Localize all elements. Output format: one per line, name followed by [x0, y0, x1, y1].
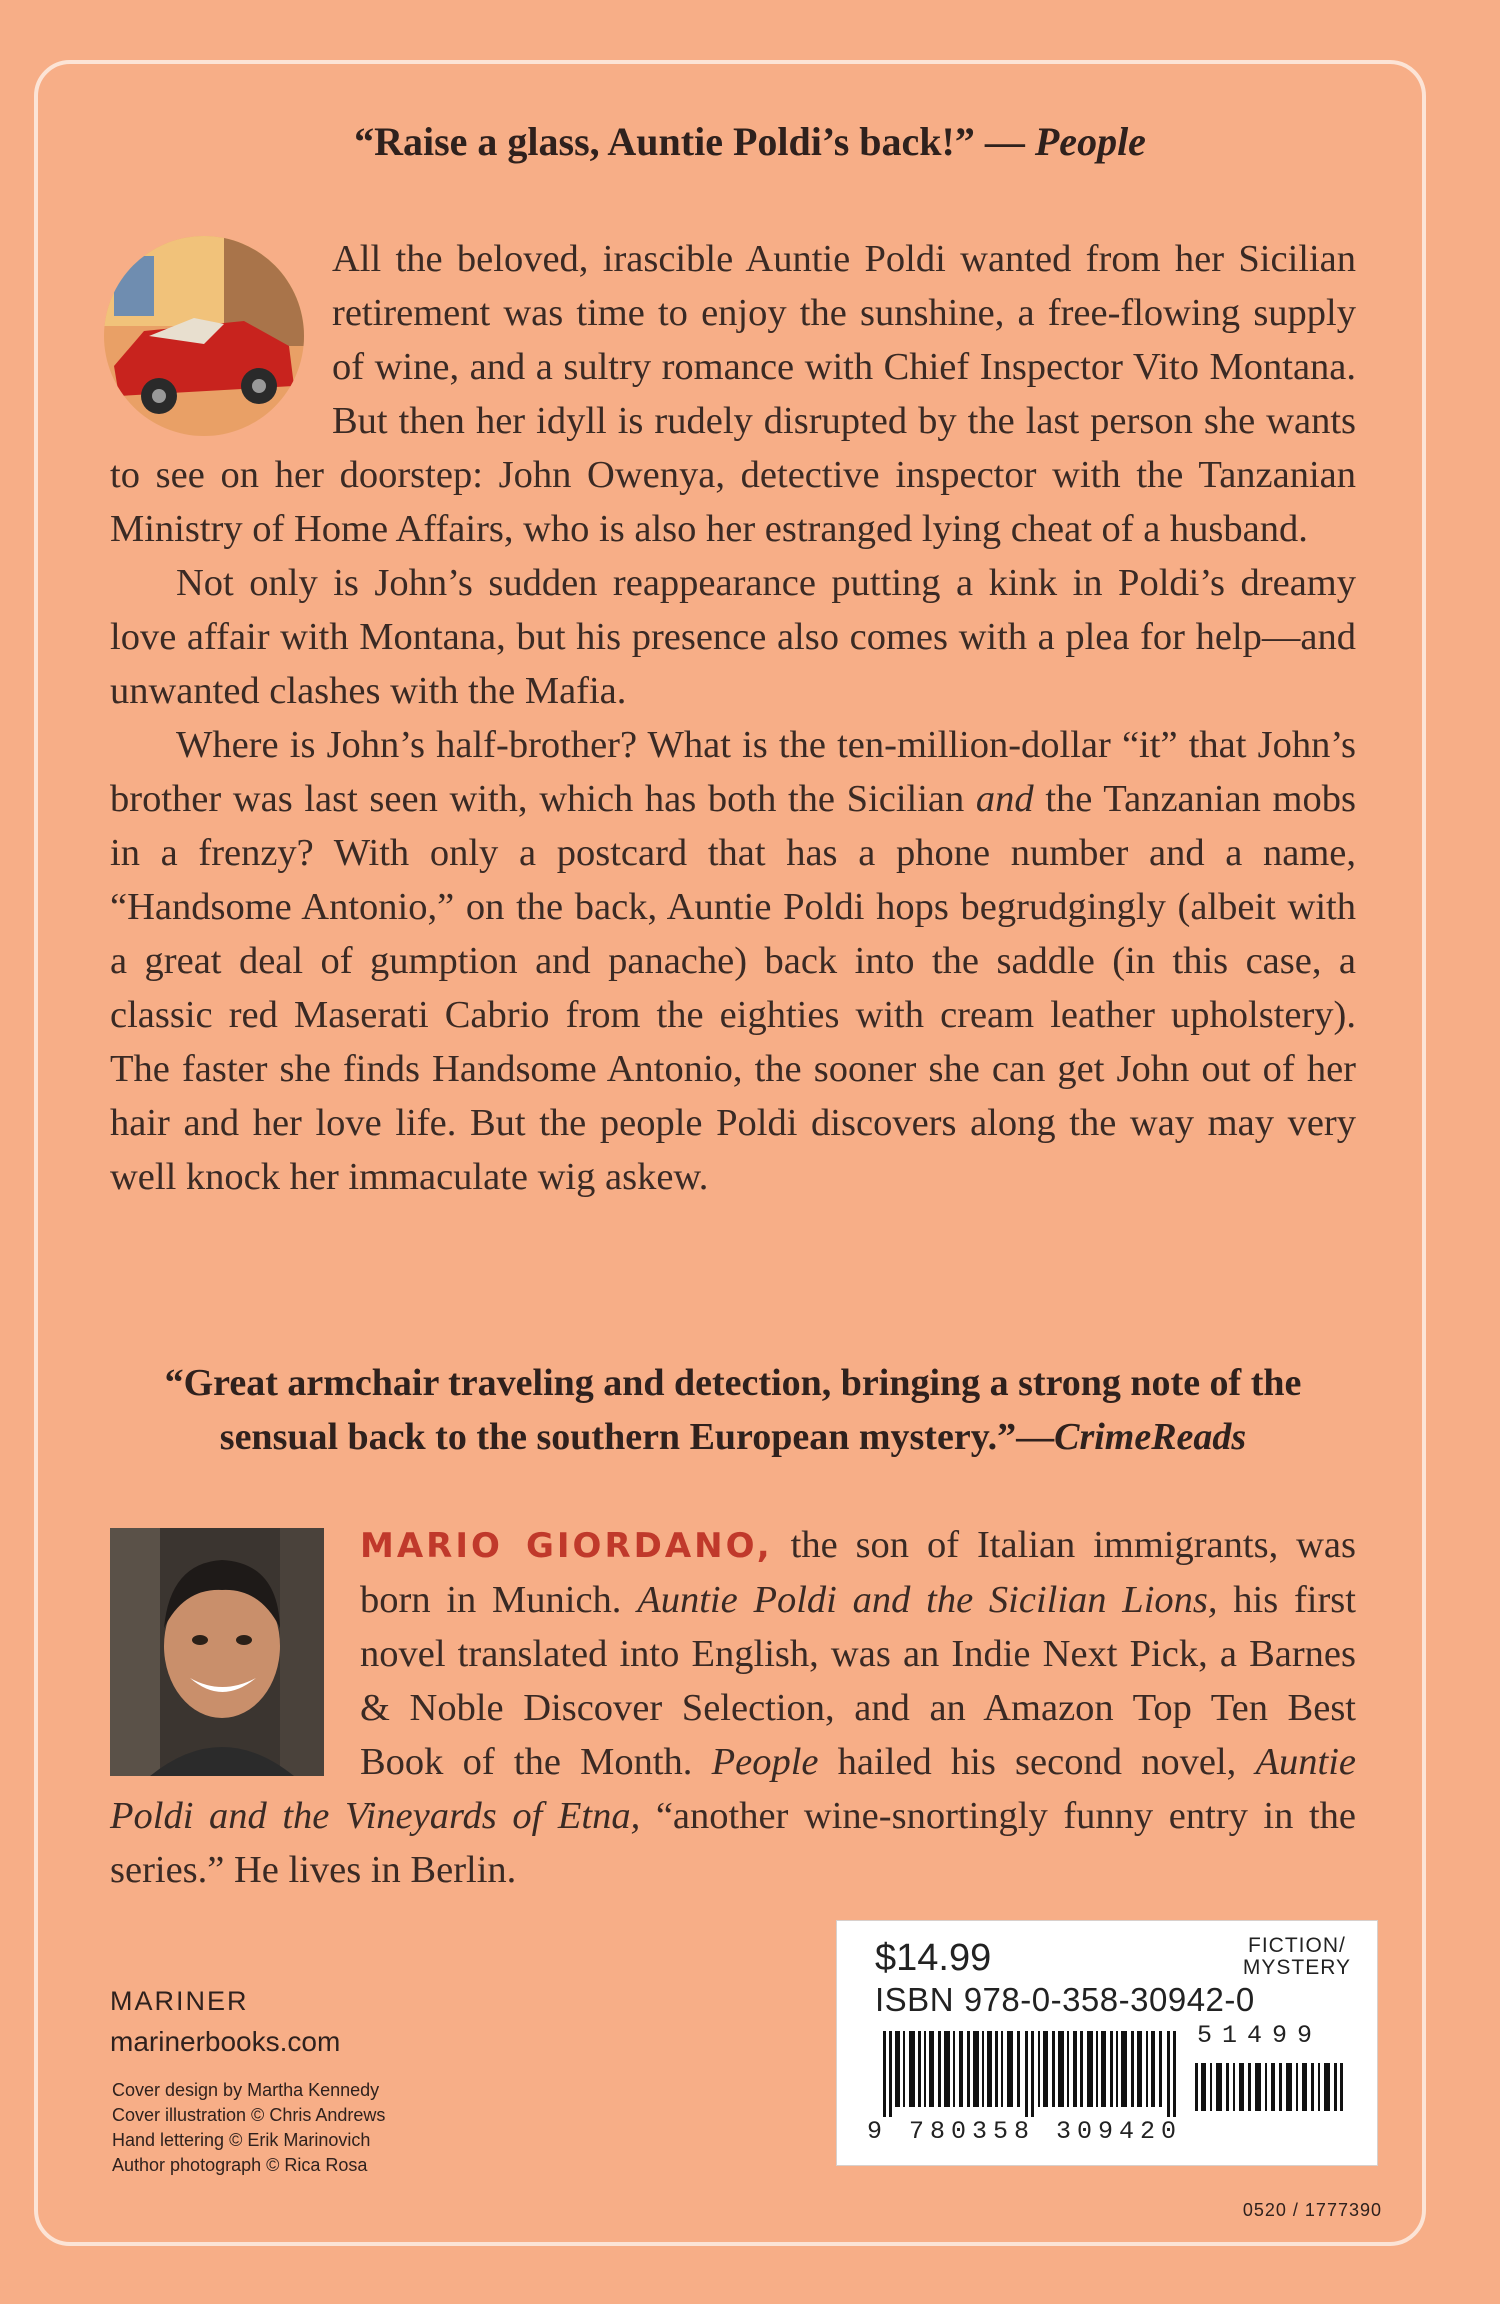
isbn-barcode [883, 2031, 1179, 2117]
addon-digits: 51499 [1197, 2021, 1323, 2050]
top-review-quote: “Raise a glass, Auntie Poldi’s back!” — People [354, 119, 1146, 164]
price-barcode-label [836, 1920, 1378, 2166]
author-name: MARIO GIORDANO, [360, 1526, 773, 1566]
description-paragraph: Not only is John’s sudden reappearance putting a kink in Poldi’s dreamy love affair with Montana, but his presence also comes with a plea for help—and unwanted clashes with the Mafia. [110, 562, 1356, 712]
cover-credits [112, 2078, 385, 2178]
credit-line: Author photograph © Rica Rosa [112, 2155, 368, 2175]
author-bio: MARIO GIORDANO, the son of Italian immigrants, was born in Munich. Auntie Poldi and the Sicilian Lions, his first novel translated into English, was an Indie Next Pick, a Barnes & Noble Discover Selection, and an Amazon Top Ten Best Book of the Month. People hailed his second novel, Auntie Poldi and the Vineyards of Etna, “another wine-snortingly funny entry in the series.” He lives in Berlin. [110, 1524, 1356, 1891]
book-description [110, 232, 1356, 1204]
catalog-number: 0520 / 1777390 [1242, 2200, 1382, 2220]
price: $14.99 [875, 1937, 992, 1979]
description-paragraph: Where is John’s half-brother? What is the ten-million-dollar “it” that John’s brother was last seen with, which has both the Sicilian and the Tanzanian mobs in a frenzy? With only a postcard that has a phone number and a name, “Handsome Antonio,” on the back, Auntie Poldi hops begrudgingly (albeit with a great deal of gumption and panache) back into the saddle (in this case, a classic red Maserati Cabrio from the eighties with cream leather upholstery). The faster she finds Handsome Antonio, the sooner she can get John out of her hair and her love life. But the people Poldi discovers along the way may very well knock her immaculate wig askew. [110, 724, 1356, 1198]
middle-review-quote: “Great armchair traveling and detection, bringing a strong note of the sensual back to the southern European mystery.”—CrimeReads [164, 1362, 1302, 1458]
credit-line: Hand lettering © Erik Marinovich [112, 2130, 371, 2150]
price-addon-barcode [1195, 2031, 1345, 2111]
credit-line: Cover design by Martha Kennedy [112, 2080, 380, 2100]
publisher-name: MARINER [110, 1986, 249, 2016]
credit-line: Cover illustration © Chris Andrews [112, 2105, 386, 2125]
barcode-digits: 9 780358 309420 [867, 2117, 1183, 2146]
isbn-number: ISBN 978-0-358-30942-0 [875, 1981, 1255, 2018]
publisher-website: marinerbooks.com [110, 2026, 341, 2057]
description-paragraph: All the beloved, irascible Auntie Poldi wanted from her Sicilian retirement was time to enjoy the sunshine, a free-flowing supply of wine, and a sultry romance with Chief Inspector Vito Montana. But then her idyll is rudely disrupted by the last person she wants to see on her doorstep: John Owenya, detective inspector with the Tanzanian Ministry of Home Affairs, who is also her estranged lying cheat of a husband. [110, 238, 1356, 550]
genre-category: FICTION/ MYSTERY [1242, 1934, 1351, 1979]
